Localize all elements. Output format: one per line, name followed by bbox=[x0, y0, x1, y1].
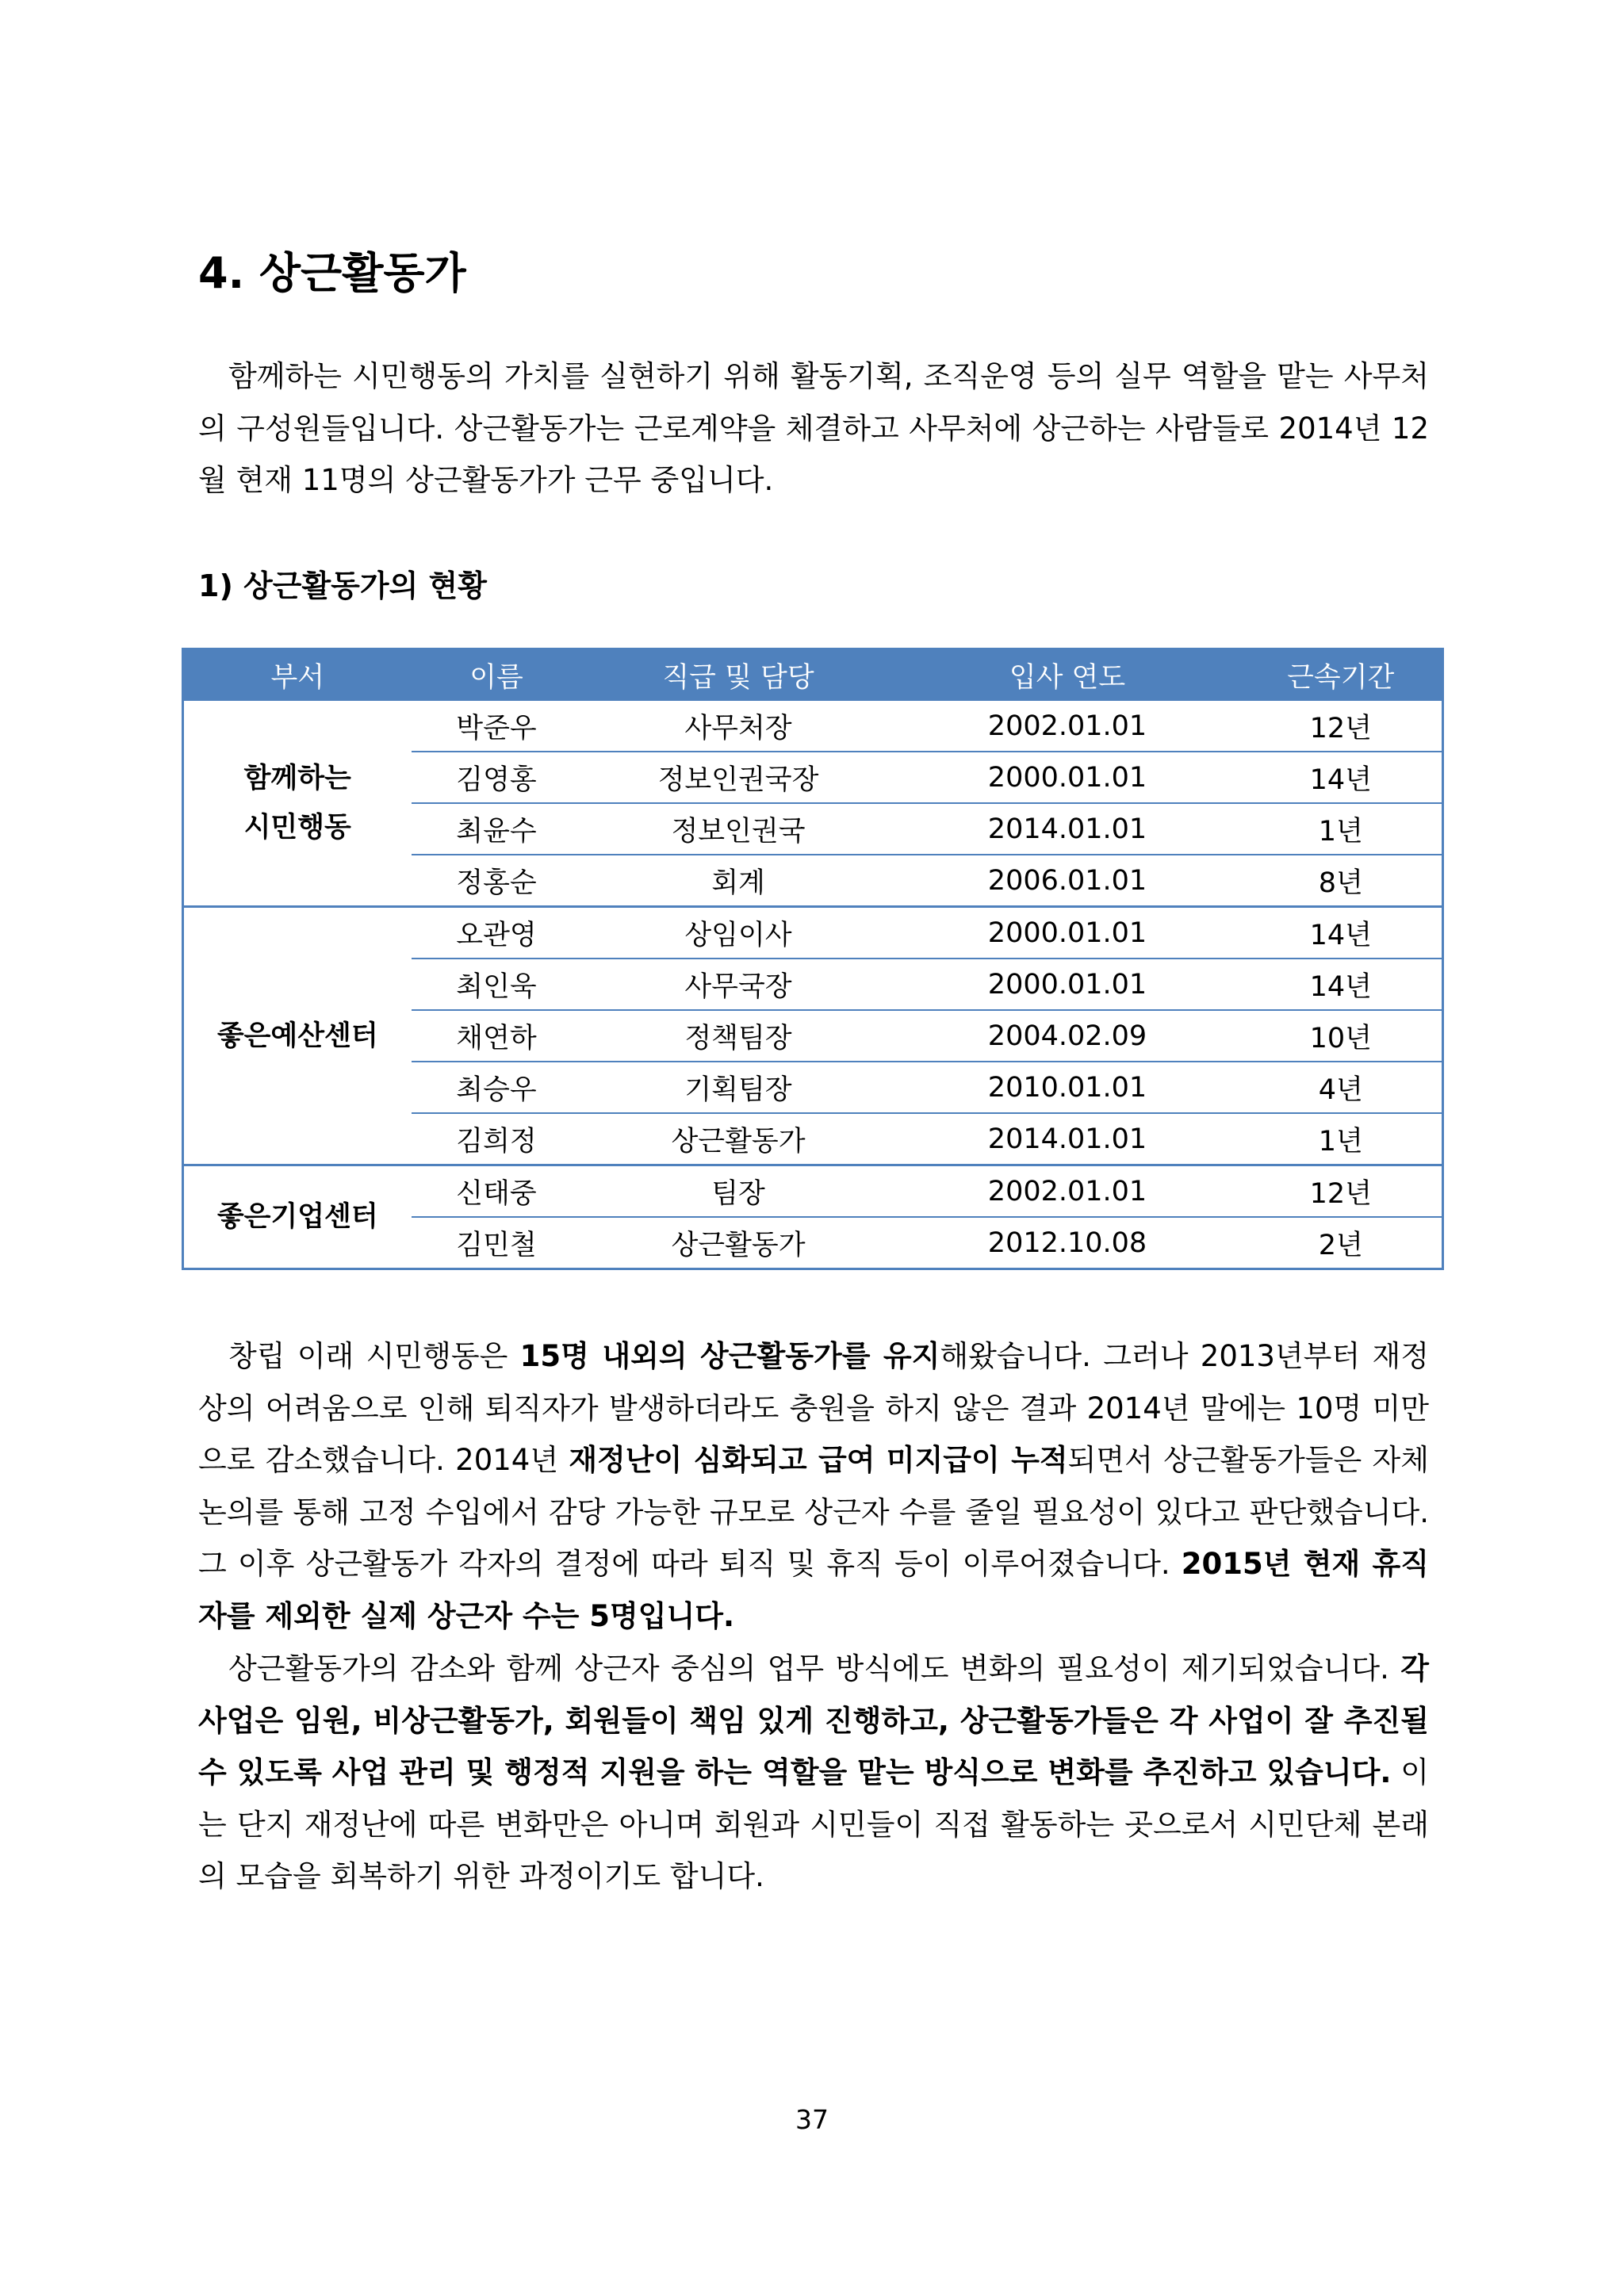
position-cell: 정보인권국장 bbox=[582, 752, 895, 803]
position-cell: 상임이사 bbox=[582, 907, 895, 959]
name-cell: 최윤수 bbox=[412, 803, 582, 855]
joined-cell: 2000.01.01 bbox=[895, 907, 1240, 959]
tenure-cell: 10년 bbox=[1240, 1010, 1443, 1062]
position-cell: 회계 bbox=[582, 855, 895, 907]
header-tenure: 근속기간 bbox=[1240, 649, 1443, 702]
department-label: 좋은예산센터 bbox=[216, 1020, 378, 1052]
work-method-paragraph bbox=[198, 1643, 1429, 1903]
header-name: 이름 bbox=[412, 649, 582, 702]
position-cell: 팀장 bbox=[582, 1165, 895, 1218]
table-header-row bbox=[183, 649, 1443, 702]
department-cell bbox=[183, 701, 412, 907]
tenure-cell: 14년 bbox=[1240, 752, 1443, 803]
department-label: 좋은기업센터 bbox=[216, 1201, 378, 1233]
joined-cell: 2014.01.01 bbox=[895, 803, 1240, 855]
position-cell: 정책팀장 bbox=[582, 1010, 895, 1062]
bold-text-run: 재정난이 심화되고 급여 미지급이 누적 bbox=[569, 1443, 1068, 1478]
tenure-cell: 12년 bbox=[1240, 1165, 1443, 1218]
department-label: 함께하는 시민행동 bbox=[243, 763, 351, 844]
tenure-cell: 1년 bbox=[1240, 1113, 1443, 1165]
tenure-cell: 8년 bbox=[1240, 855, 1443, 907]
bold-text-run: 각 사업은 임원, 비상근활동가, 회원들이 책임 있게 진행하고, 상근활동가들은 각 사업이 잘 추진될 수 있도록 사업 관리 및 행정적 지원을 하는 역할을 맡는 방식으로 변화를 추진하고 있습니다. bbox=[198, 1651, 1429, 1790]
joined-cell: 2000.01.01 bbox=[895, 752, 1240, 803]
position-cell: 정보인권국 bbox=[582, 803, 895, 855]
name-cell: 박준우 bbox=[412, 701, 582, 752]
text-run: 이는 단지 재정난에 따른 변화만은 아니며 회원과 시민들이 직접 활동하는 곳으로서 시민단체 본래의 모습을 회복하기 위한 과정이기도 합니다. bbox=[198, 1755, 1429, 1894]
tenure-cell: 4년 bbox=[1240, 1062, 1443, 1113]
position-cell: 상근활동가 bbox=[582, 1113, 895, 1165]
table-row bbox=[183, 1165, 1443, 1218]
text-run: 창립 이래 시민행동은 bbox=[228, 1339, 520, 1373]
header-position: 직급 및 담당 bbox=[582, 649, 895, 702]
bold-text-run: 2015년 현재 휴직자를 제외한 실제 상근자 수는 5명입니다. bbox=[198, 1547, 1429, 1633]
staff-history-paragraph bbox=[198, 1330, 1429, 1643]
staff-table bbox=[182, 648, 1444, 1270]
name-cell: 최인욱 bbox=[412, 959, 582, 1010]
joined-cell: 2010.01.01 bbox=[895, 1062, 1240, 1113]
header-joined: 입사 연도 bbox=[895, 649, 1240, 702]
text-run: 상근활동가의 감소와 함께 상근자 중심의 업무 방식에도 변화의 필요성이 제기되었습니다. bbox=[228, 1651, 1401, 1686]
name-cell: 오관영 bbox=[412, 907, 582, 959]
name-cell: 정홍순 bbox=[412, 855, 582, 907]
tenure-cell: 14년 bbox=[1240, 907, 1443, 959]
joined-cell: 2002.01.01 bbox=[895, 701, 1240, 752]
tenure-cell: 12년 bbox=[1240, 701, 1443, 752]
joined-cell: 2000.01.01 bbox=[895, 959, 1240, 1010]
department-cell bbox=[183, 1165, 412, 1269]
joined-cell: 2014.01.01 bbox=[895, 1113, 1240, 1165]
name-cell: 김영홍 bbox=[412, 752, 582, 803]
header-department: 부서 bbox=[183, 649, 412, 702]
tenure-cell: 14년 bbox=[1240, 959, 1443, 1010]
table-row bbox=[183, 701, 1443, 752]
position-cell: 기획팀장 bbox=[582, 1062, 895, 1113]
joined-cell: 2006.01.01 bbox=[895, 855, 1240, 907]
intro-paragraph: 함께하는 시민행동의 가치를 실현하기 위해 활동기획, 조직운영 등의 실무 역할을 맡는 사무처의 구성원들입니다. 상근활동가는 근로계약을 체결하고 사무처에 상근하는 사람들로 2014년 12월 현재 11명의 상근활동가가 근무 중입니다. bbox=[198, 359, 1429, 498]
joined-cell: 2004.02.09 bbox=[895, 1010, 1240, 1062]
name-cell: 채연하 bbox=[412, 1010, 582, 1062]
tenure-cell: 1년 bbox=[1240, 803, 1443, 855]
name-cell: 김희정 bbox=[412, 1113, 582, 1165]
position-cell: 상근활동가 bbox=[582, 1217, 895, 1269]
section-heading: 4. 상근활동가 bbox=[198, 248, 466, 298]
tenure-cell: 2년 bbox=[1240, 1217, 1443, 1269]
position-cell: 사무국장 bbox=[582, 959, 895, 1010]
position-cell: 사무처장 bbox=[582, 701, 895, 752]
table-row bbox=[183, 907, 1443, 959]
joined-cell: 2012.10.08 bbox=[895, 1217, 1240, 1269]
bold-text-run: 15명 내외의 상근활동가를 유지 bbox=[519, 1339, 940, 1373]
table-subheading: 1) 상근활동가의 현황 bbox=[198, 568, 487, 603]
department-cell bbox=[183, 907, 412, 1165]
page-number: 37 bbox=[795, 2104, 829, 2135]
text-run: 되면서 상근활동가들은 자체 논의를 통해 고정 수입에서 감당 가능한 규모로 상근자 수를 줄일 필요성이 있다고 판단했습니다. 그 이후 상근활동가 각자의 결정에 따라 퇴직 및 휴직 등이 이루어졌습니다. bbox=[198, 1443, 1429, 1582]
name-cell: 최승우 bbox=[412, 1062, 582, 1113]
joined-cell: 2002.01.01 bbox=[895, 1165, 1240, 1218]
name-cell: 김민철 bbox=[412, 1217, 582, 1269]
text-run: 해왔습니다. 그러나 2013년부터 재정상의 어려움으로 인해 퇴직자가 발생하더라도 충원을 하지 않은 결과 2014년 말에는 10명 미만으로 감소했습니다. 2014년 bbox=[198, 1339, 1429, 1478]
name-cell: 신태중 bbox=[412, 1165, 582, 1218]
